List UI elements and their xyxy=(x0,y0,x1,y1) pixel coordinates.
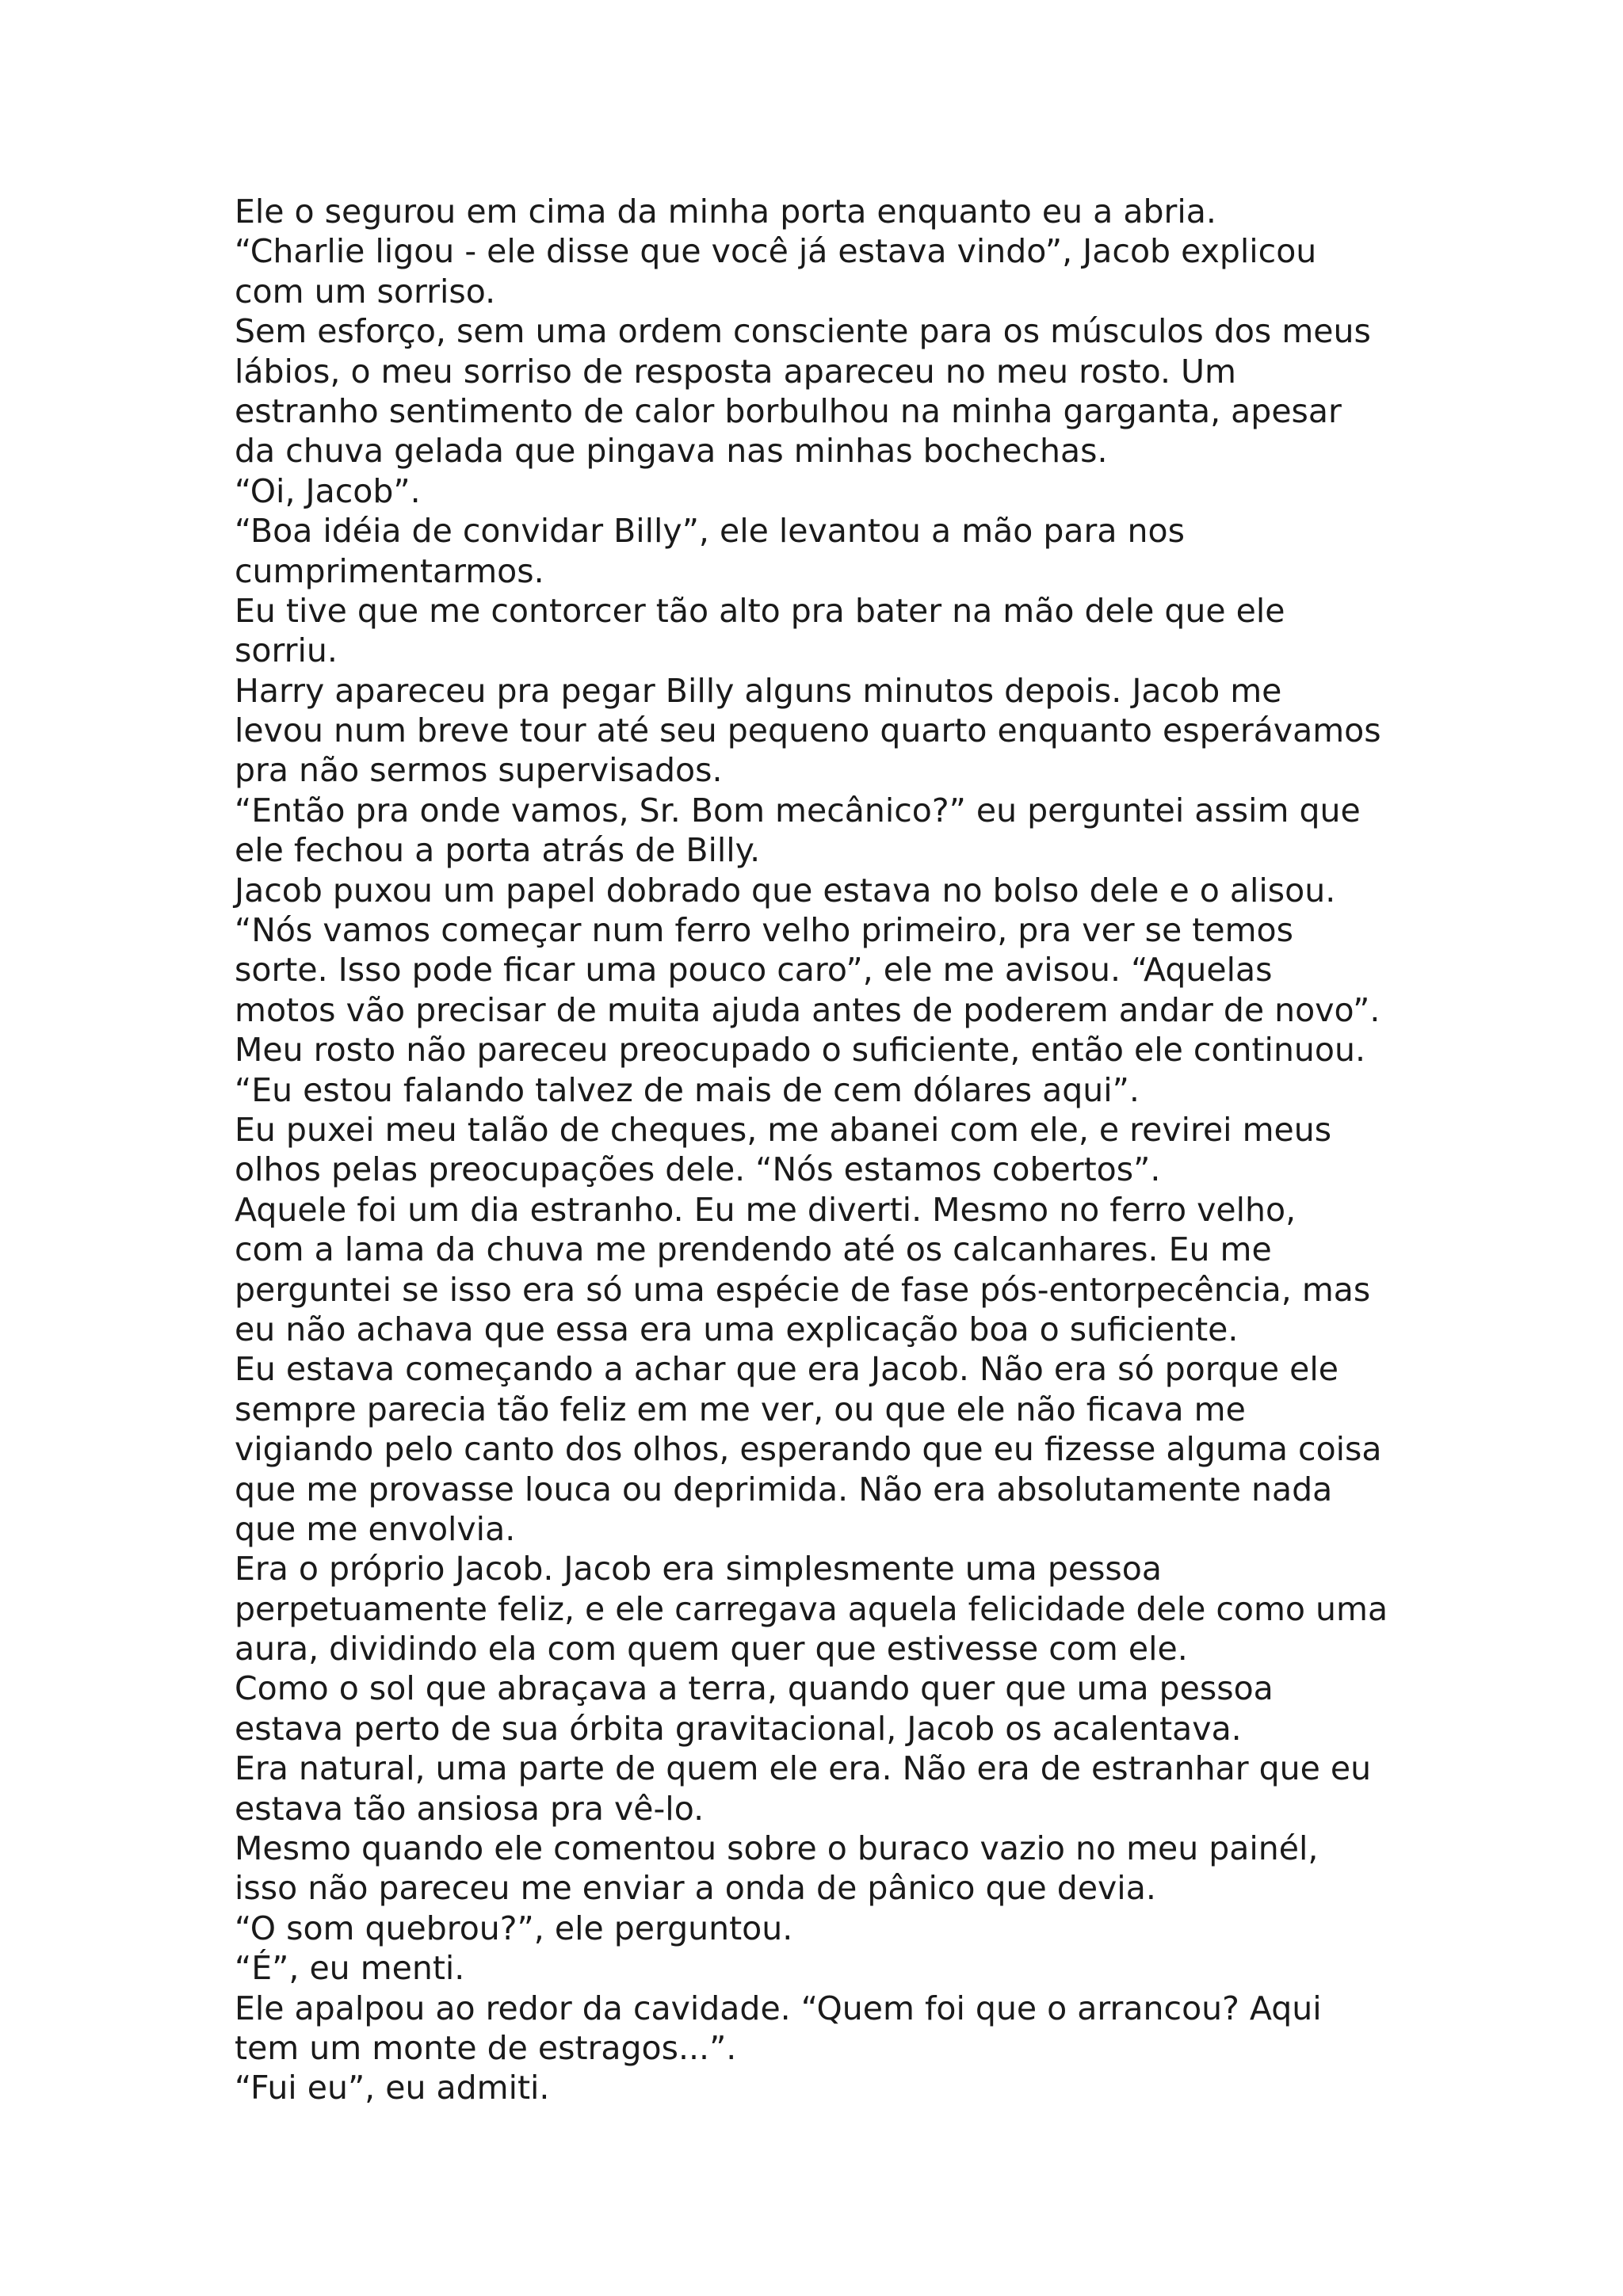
text-line: ele fechou a porta atrás de Billy. xyxy=(235,831,761,870)
text-line: Ele apalpou ao redor da cavidade. “Quem foi que o arrancou? Aqui xyxy=(235,1989,1322,2027)
text-line: sorriu. xyxy=(235,631,338,670)
text-line: Era o próprio Jacob. Jacob era simplesmente uma pessoa xyxy=(235,1550,1163,1589)
text-line: Aquele foi um dia estranho. Eu me diverti. Mesmo no ferro velho, xyxy=(235,1190,1296,1229)
text-line: que me envolvia. xyxy=(235,1509,516,1548)
text-line: Mesmo quando ele comentou sobre o buraco vazio no meu painél, xyxy=(235,1829,1319,1868)
text-line: perpetuamente feliz, e ele carregava aquela felicidade dele como uma xyxy=(235,1589,1388,1628)
text-line: Jacob puxou um papel dobrado que estava no bolso dele e o alisou. xyxy=(235,871,1336,910)
text-line: Eu estava começando a achar que era Jacob. Não era só porque ele xyxy=(235,1350,1338,1389)
text-line: da chuva gelada que pingava nas minhas bochechas. xyxy=(235,432,1108,471)
text-line: estranho sentimento de calor borbulhou na minha garganta, apesar xyxy=(235,391,1342,430)
text-line: isso não pareceu me enviar a onda de pânico que devia. xyxy=(235,1869,1156,1908)
text-line: cumprimentarmos. xyxy=(235,551,544,590)
text-line: Ele o segurou em cima da minha porta enquanto eu a abria. xyxy=(235,193,1216,231)
text-line: levou num breve tour até seu pequeno quarto enquanto esperávamos xyxy=(235,711,1381,750)
text-line: motos vão precisar de muita ajuda antes de poderem andar de novo”. xyxy=(235,990,1381,1029)
text-line: “Oi, Jacob”. xyxy=(235,471,421,510)
text-line: com a lama da chuva me prendendo até os calcanhares. Eu me xyxy=(235,1230,1272,1269)
text-line: com um sorriso. xyxy=(235,272,496,311)
text-line: Como o sol que abraçava a terra, quando quer que uma pessoa xyxy=(235,1669,1274,1708)
text-line: Eu puxei meu talão de cheques, me abanei com ele, e revirei meus xyxy=(235,1110,1332,1149)
text-line: estava perto de sua órbita gravitacional, Jacob os acalentava. xyxy=(235,1709,1242,1748)
text-line: pra não sermos supervisados. xyxy=(235,751,723,790)
body-text xyxy=(235,192,1423,2108)
text-line: que me provasse louca ou deprimida. Não era absolutamente nada xyxy=(235,1470,1333,1508)
text-line: Harry apareceu pra pegar Billy alguns minutos depois. Jacob me xyxy=(235,671,1282,710)
text-line: “Nós vamos começar num ferro velho primeiro, pra ver se temos xyxy=(235,911,1293,950)
text-line: aura, dividindo ela com quem quer que estivesse com ele. xyxy=(235,1630,1188,1669)
text-line: eu não achava que essa era uma explicação boa o suficiente. xyxy=(235,1310,1239,1348)
text-line: “Charlie ligou - ele disse que você já estava vindo”, Jacob explicou xyxy=(235,232,1317,271)
text-line: estava tão ansiosa pra vê-lo. xyxy=(235,1789,705,1828)
text-line: “Boa idéia de convidar Billy”, ele levantou a mão para nos xyxy=(235,512,1185,551)
text-line: Sem esforço, sem uma ordem consciente para os músculos dos meus xyxy=(235,312,1371,351)
text-line: tem um monte de estragos...”. xyxy=(235,2028,737,2067)
text-line: Meu rosto não pareceu preocupado o suficiente, então ele continuou. xyxy=(235,1031,1366,1070)
text-line: vigiando pelo canto dos olhos, esperando que eu fizesse alguma coisa xyxy=(235,1430,1382,1469)
text-line: sempre parecia tão feliz em me ver, ou que ele não ficava me xyxy=(235,1390,1246,1428)
text-line: “Fui eu”, eu admiti. xyxy=(235,2069,550,2107)
text-line: Era natural, uma parte de quem ele era. Não era de estranhar que eu xyxy=(235,1749,1372,1788)
text-line: “Então pra onde vamos, Sr. Bom mecânico?” eu perguntei assim que xyxy=(235,791,1361,830)
text-line: lábios, o meu sorriso de resposta apareceu no meu rosto. Um xyxy=(235,352,1236,391)
text-line: “Eu estou falando talvez de mais de cem dólares aqui”. xyxy=(235,1070,1140,1109)
text-line: perguntei se isso era só uma espécie de fase pós-entorpecência, mas xyxy=(235,1270,1371,1309)
text-line: “O som quebrou?”, ele perguntou. xyxy=(235,1909,793,1947)
text-line: Eu tive que me contorcer tão alto pra bater na mão dele que ele xyxy=(235,591,1285,630)
text-line: olhos pelas preocupações dele. “Nós estamos cobertos”. xyxy=(235,1150,1161,1189)
text-line: “É”, eu menti. xyxy=(235,1949,465,1988)
text-line: sorte. Isso pode ficar uma pouco caro”, ele me avisou. “Aquelas xyxy=(235,951,1273,990)
